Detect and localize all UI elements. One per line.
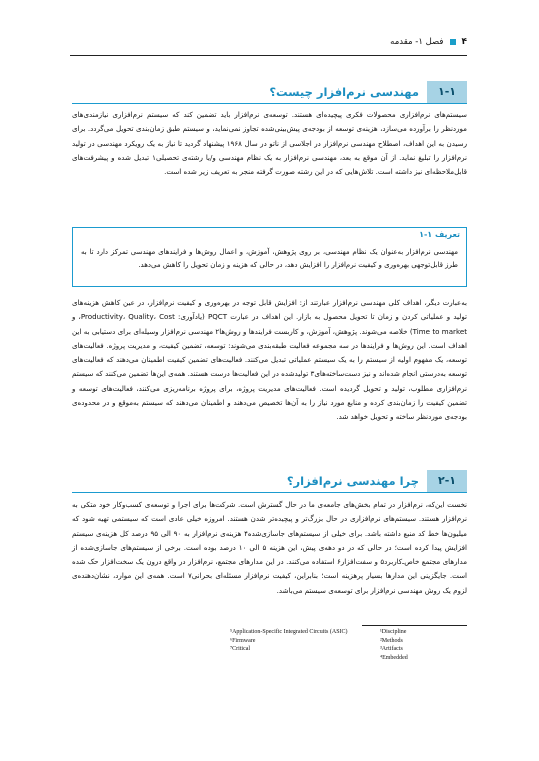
footnotes-right — [380, 628, 408, 662]
running-header — [70, 34, 467, 50]
section-heading-1 — [72, 81, 467, 103]
footnote: ⁴Embedded — [380, 654, 408, 661]
section-number: ۲-۱ — [427, 470, 467, 492]
paragraph-2: به‌عبارت دیگر، اهداف کلی مهندسی نرم‌افزار عبارتند از: افزایش قابل توجه در بهره‌وری و کیفیت نرم‌افزار، در عین کاهش هزینه‌های تولید و عملیاتی کردن و زمان تا تحویل محصول به بازار. این اهداف در عبارت PQCT (یادآوری: Productivity، Quality، Cost، و Time to market) خلاصه می‌شوند. پژوهش، آموزش، و کاربست فرایندها و روش‌ها۲ مهندسی نرم‌افزار وسیله‌ای برای دستیابی به این اهداف است. این روش‌ها و فرایندها در سه مجموعه فعالیت طبقه‌بندی می‌شوند: توسعه، تضمین کیفیت، و مدیریت پروژه. فعالیت‌های توسعه، یک مفهوم اولیه از سیستم را به یک سیستم عملیاتی تبدیل می‌کنند. فعالیت‌های تضمین کیفیت اطمینان می‌دهند که فعالیت‌های توسعه به‌درستی انجام شده‌اند و نیز دست‌ساخته‌های۳ تولیدشده در این فعالیت‌ها درست هستند. همه‌ی این‌ها تضمین می‌کنند که سیستم نرم‌افزاری مطلوب، تولید و تحویل گردیده است. فعالیت‌های مدیریت پروژه، برای پروژه برنامه‌ریزی می‌کنند، فعالیت‌های توسعه و تضمین کیفیت را زمان‌بندی کرده و منابع مورد نیاز را به آن‌ها تخصیص می‌دهند و اطمینان می‌دهند که سیستم به‌موقع و در محدوده‌ی بودجه‌ی موردنظر ساخته و تحویل خواهد شد. — [72, 298, 467, 422]
definition-box — [72, 227, 467, 287]
section-title: مهندسی نرم‌افزار چیست؟ — [269, 85, 419, 99]
section-rule — [72, 103, 467, 104]
section-rule — [72, 492, 467, 493]
footnote: ⁶Firmware — [230, 637, 256, 644]
chapter-marker-icon — [450, 39, 456, 45]
header-rule — [70, 55, 467, 56]
section-heading-2 — [72, 470, 467, 492]
section1-paragraph: سیستم‌های نرم‌افزاری محصولات فکری پیچیده‌ای هستند. توسعه‌ی نرم‌افزار باید تضمین کند که سیستم نرم‌افزاری نیازمندی‌های موردنظر را برآورده می‌سازد، هزینه‌ی توسعه از بودجه‌ی پیش‌بینی‌شده تجاوز نمی‌نماید، و سیستم طبق زمان‌بندی تحویل می‌گردد. برای رسیدن به این اهداف، اصطلاح مهندسی نرم‌افزار در اجلاسی از ناتو در سال ۱۹۶۸ پیشنهاد گردید تا نیاز به یک رویکرد مهندسی در تولید نرم‌افزار را تبلیغ نماید. از آن موقع به بعد، مهندسی نرم‌افزار به یک نظام مهندسی و/یا رشته‌ی تحصیلی۱ تبدیل شده و پیشرفت‌های قابل‌ملاحظه‌ای نیز داشته است. تلاش‌هایی که در این رشته صورت گرفته منجر به تعریف زیر شده است. — [72, 110, 468, 177]
section-title: چرا مهندسی نرم‌افزار؟ — [286, 474, 419, 488]
definition-text: مهندسی نرم‌افزار به‌عنوان یک نظام مهندسی، بر روی پژوهش، آموزش، و اعمال روش‌ها و فرایندهای مهندسی تمرکز دارد تا به طرز قابل‌توجهی بهره‌وری و کیفیت نرم‌افزار را افزایش دهد، در حالی که هزینه و زمان تحویل را کاهش می‌دهد. — [81, 248, 458, 269]
footnote: ⁵Application-Specific Integrated Circuits (ASIC) — [230, 629, 348, 635]
footnote: ³Artifacts — [380, 646, 403, 652]
definition-title: تعریف ۱-۱ — [419, 230, 460, 239]
page-number: ۴ — [461, 37, 467, 47]
footnotes-left — [230, 628, 348, 654]
footnote-rule — [362, 625, 467, 626]
section-number: ۱-۱ — [427, 81, 467, 103]
footnote: ²Methods — [380, 637, 403, 644]
section2-paragraph: نخست این‌که، نرم‌افزار در تمام بخش‌های جامعه‌ی ما در حال گسترش است. شرکت‌ها برای اجرا و توسعه‌ی کسب‌وکار خود متکی به نرم‌افزار هستند. سیستم‌های نرم‌افزاری در حال بزرگ‌تر و پیچیده‌تر شدن هستند. امروزه خیلی عادی است که سیستمی تهیه شود که میلیون‌ها خط کد منبع داشته باشد. برای خیلی از سیستم‌های جاسازی‌شده۴ هزینه‌ی نرم‌افزار به ۹۰ الی ۹۵ درصد کل هزینه‌ی سیستم افزایش پیدا کرده است؛ در حالی که در دو دهه‌ی پیش، این هزینه ۵ الی ۱۰ درصد بوده است. برخی از سیستم‌های جاسازی‌شده از مدارهای مجتمع خاص‌ـ‌کاربرد۵ و سفت‌افزار۶ استفاده می‌کنند. در این مدارهای مجتمع، نرم‌افزار در واقع درون یک سخت‌افزار حک شده است. جایگزینی این مدارها بسیار پرهزینه است؛ بنابراین، کیفیت نرم‌افزار مسئله‌ای بحرانی۷ است. همه‌ی این موارد، نشان‌دهنده‌ی لزوم یک روش مهندسی نرم‌افزار برای توسعه‌ی سیستم می‌باشد. — [72, 500, 467, 595]
footnote: ⁷Critical — [230, 646, 251, 652]
footnote: ¹Discipline — [380, 629, 407, 635]
chapter-title: فصل ۱- مقدمه — [390, 37, 444, 47]
